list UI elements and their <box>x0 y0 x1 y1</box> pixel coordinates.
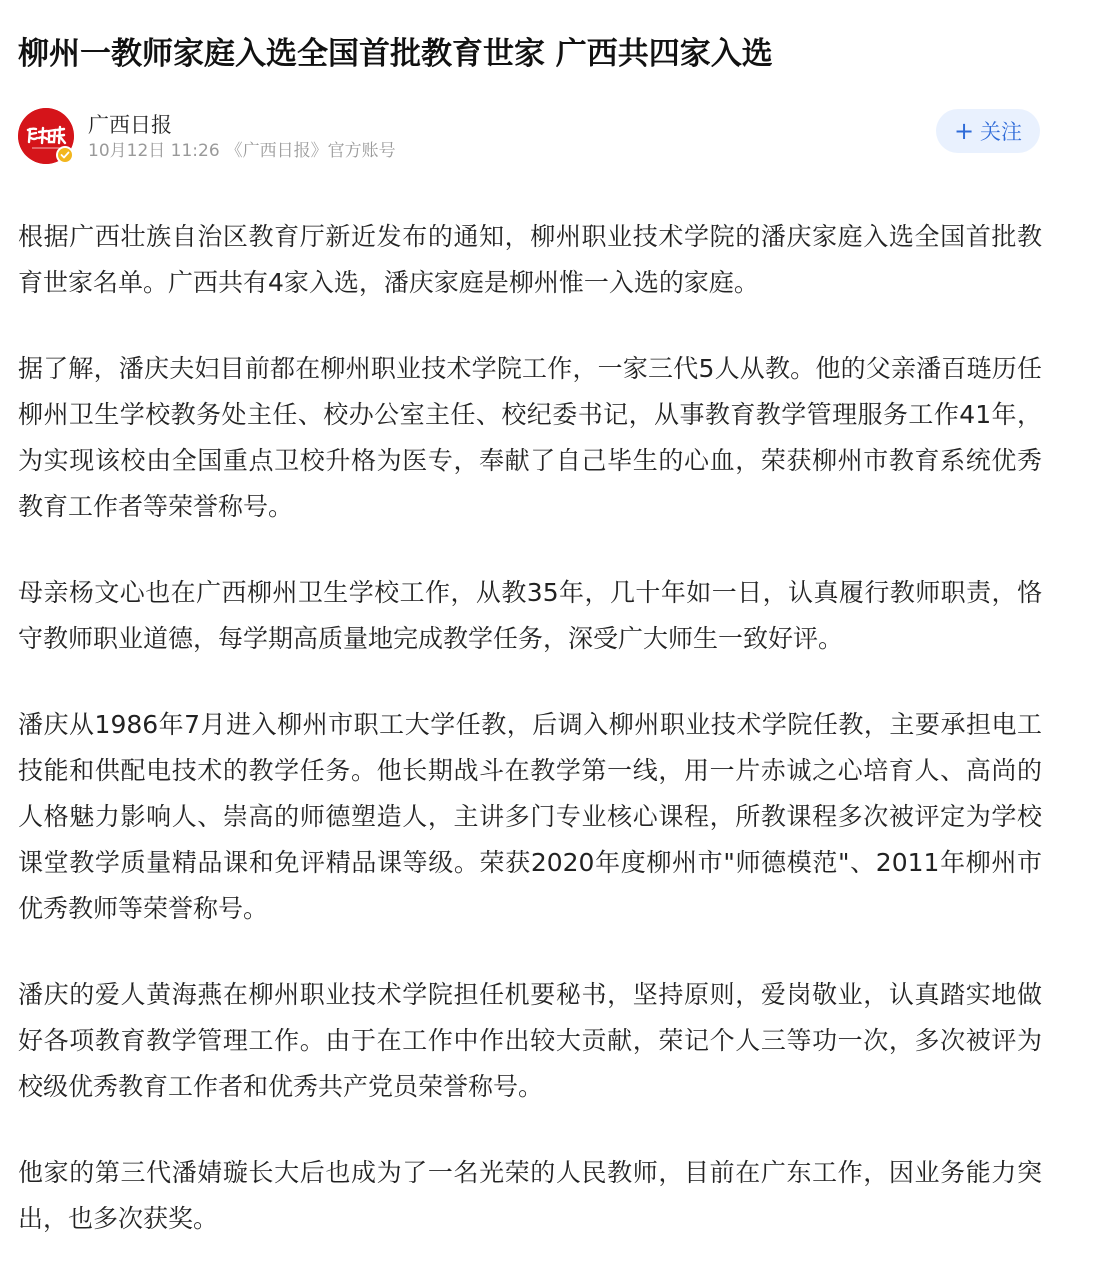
author-bar <box>18 108 1042 172</box>
author-avatar[interactable] <box>18 108 74 164</box>
article-paragraph: 潘庆从1986年7月进入柳州市职工大学任教，后调入柳州职业技术学院任教，主要承担电工技能和供配电技术的教学任务。他长期战斗在教学第一线，用一片赤诚之心培育人、高尚的人格魅力影响人、崇高的师德塑造人，主讲多门专业核心课程，所教课程多次被评定为学校课堂教学质量精品课和免评精品课等级。荣获2020年度柳州市"师德模范"、2011年柳州市优秀教师等荣誉称号。 <box>18 710 1042 923</box>
article-title: 柳州一教师家庭入选全国首批教育世家 广西共四家入选 <box>18 36 773 72</box>
article <box>18 0 1042 1282</box>
author-name[interactable]: 广西日报 <box>88 113 172 137</box>
article-paragraph: 母亲杨文心也在广西柳州卫生学校工作，从教35年，几十年如一日，认真履行教师职责，恪守教师职业道德，每学期高质量地完成教学任务，深受广大师生一致好评。 <box>18 578 1042 653</box>
account-label: 《广西日报》官方账号 <box>225 141 396 161</box>
plus-icon: + <box>953 117 975 145</box>
author-meta <box>88 140 396 162</box>
article-paragraph: 潘庆的爱人黄海燕在柳州职业技术学院担任机要秘书，坚持原则，爱岗敬业，认真踏实地做好各项教育教学管理工作。由于在工作中作出较大贡献，荣记个人三等功一次，多次被评为校级优秀教育工作者和优秀共产党员荣誉称号。 <box>18 980 1042 1101</box>
article-paragraph: 据了解，潘庆夫妇目前都在柳州职业技术学院工作，一家三代5人从教。他的父亲潘百琏历任柳州卫生学校教务处主任、校办公室主任、校纪委书记，从事教育教学管理服务工作41年，为实现该校由全国重点卫校升格为医专，奉献了自己毕生的心血，荣获柳州市教育系统优秀教育工作者等荣誉称号。 <box>18 354 1042 521</box>
article-paragraph: 根据广西壮族自治区教育厅新近发布的通知，柳州职业技术学院的潘庆家庭入选全国首批教育世家名单。广西共有4家入选，潘庆家庭是柳州惟一入选的家庭。 <box>18 222 1042 297</box>
publish-date: 10月12日 11:26 <box>88 141 220 161</box>
follow-button[interactable] <box>936 109 1040 153</box>
verified-badge-icon <box>56 146 74 164</box>
article-paragraph: 他家的第三代潘婧璇长大后也成为了一名光荣的人民教师，目前在广东工作，因业务能力突出，也多次获奖。 <box>18 1158 1042 1233</box>
article-body <box>18 214 1042 1242</box>
follow-label: 关注 <box>980 120 1023 144</box>
